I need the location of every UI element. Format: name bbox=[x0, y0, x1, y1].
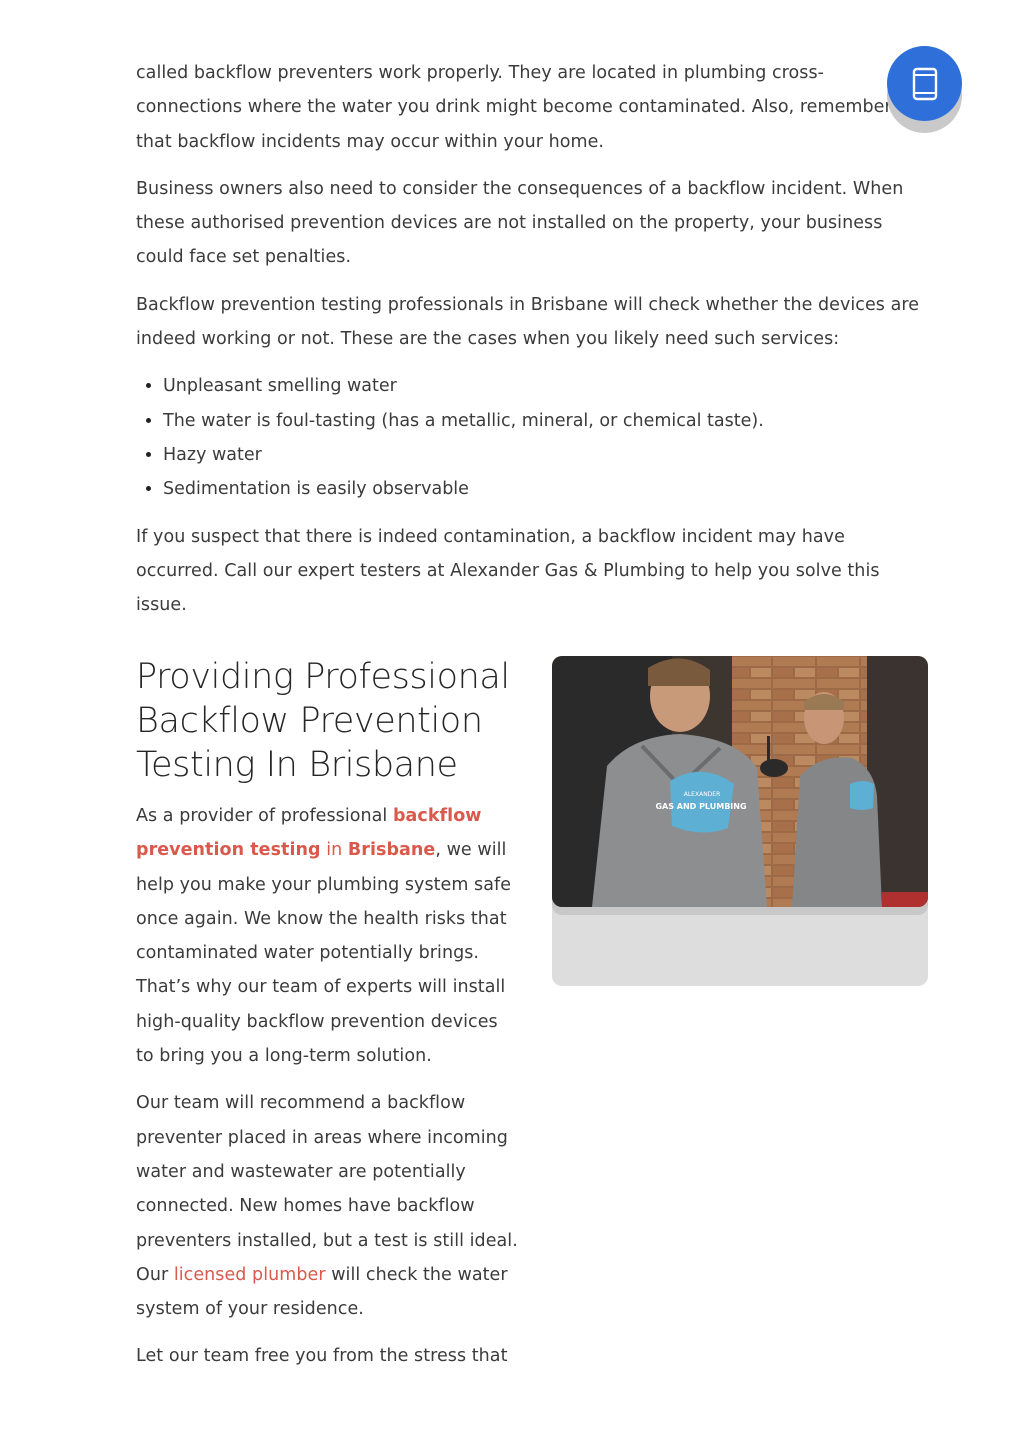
section-paragraph-2 bbox=[136, 1086, 518, 1326]
brisbane-link[interactable]: Brisbane bbox=[347, 840, 436, 861]
plumbers-photo bbox=[552, 656, 928, 907]
intro-closing: If you suspect that there is indeed contamination, a backflow incident may have occurred. Call our expert testers at Alexander Gas & Plumbing to help you solve this issue. bbox=[136, 526, 880, 616]
shirt-logo-line1: ALEXANDER bbox=[683, 791, 721, 798]
intro-paragraph-2: Business owners also need to consider the consequences of a backflow incident. When these authorised prevention devices are not installed on the property, your business could face set penalties. bbox=[136, 178, 904, 268]
intro-paragraph-3: Backflow prevention testing professionals in Brisbane will check whether the devices are indeed working or not. These are the cases when you likely need such services: bbox=[136, 294, 920, 350]
intro-content bbox=[136, 56, 926, 635]
symptom-list bbox=[136, 369, 926, 506]
call-fab-button[interactable] bbox=[887, 46, 962, 121]
media-card bbox=[552, 656, 928, 986]
text-span: in bbox=[320, 840, 348, 861]
text-span: As a provider of professional bbox=[136, 806, 393, 826]
text-span: Our team will recommend a backflow preventer placed in areas where incoming water and wastewater are potentially connected. New homes have backflow preventers installed, but a test is still ideal. Our bbox=[136, 1093, 518, 1285]
text-span: will check the water system of your residence. bbox=[136, 1264, 508, 1320]
backflow-testing-link[interactable]: backflow prevention testing bbox=[136, 806, 482, 861]
shirt-logo-line2: GAS AND PLUMBING bbox=[655, 802, 747, 811]
list-item: • Unpleasant smelling water bbox=[163, 369, 926, 403]
section-paragraph-1 bbox=[136, 799, 518, 1073]
mobile-phone-icon bbox=[912, 67, 938, 101]
list-item: • Sedimentation is easily observable bbox=[163, 472, 926, 506]
list-item: • The water is foul-tasting (has a metallic, mineral, or chemical taste). bbox=[163, 404, 926, 438]
section-heading: Providing Professional Backflow Prevention Testing In Brisbane bbox=[136, 657, 510, 785]
list-item: • Hazy water bbox=[163, 438, 926, 472]
plumbers-photo-illustration bbox=[552, 656, 928, 907]
intro-paragraph-1: called backflow preventers work properly. They are located in plumbing cross-connections where the water you drink might become contaminated. Also, remember that backflow incidents may occur within your home. bbox=[136, 63, 892, 152]
section-paragraph-3: Let our team free you from the stress that bbox=[136, 1346, 508, 1367]
text-span: , we will help you make your plumbing system safe once again. We know the health risks that contaminated water potentially brings. That’s why our team of experts will install high-quality backflow prevention devices to bring you a long-term solution. bbox=[136, 840, 512, 1067]
section-text bbox=[136, 655, 518, 1387]
licensed-plumber-link[interactable]: licensed plumber bbox=[173, 1264, 326, 1285]
